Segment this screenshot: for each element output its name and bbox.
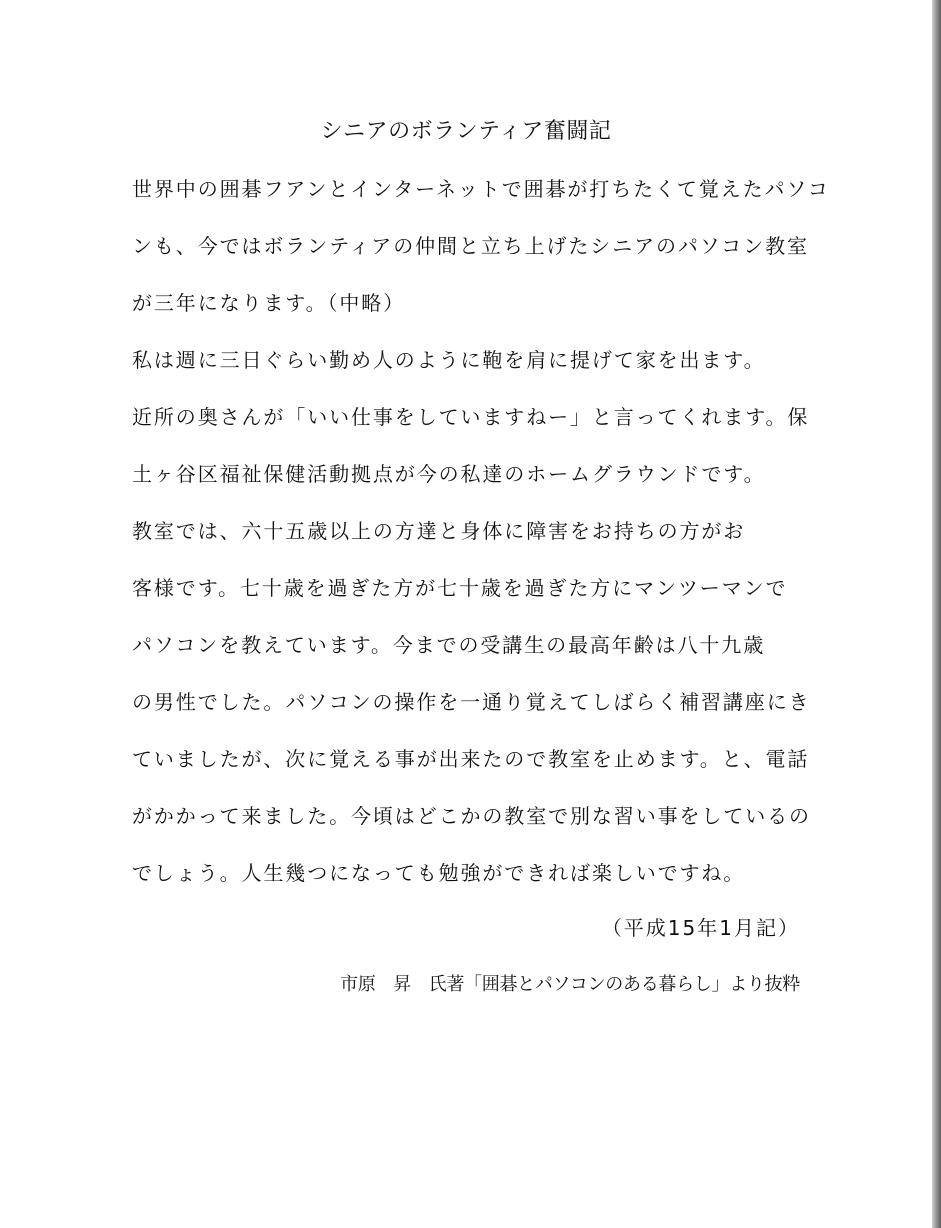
date-note: （平成15年1月記） [601,916,800,940]
body-line: 客様です。七十歳を過ぎた方が七十歳を過ぎた方にマンツーマンで [132,576,788,600]
body-line: 近所の奥さんが「いい仕事をしていますねー」と言ってくれます。保 [132,405,810,429]
body-line: パソコンを教えています。今までの受講生の最高年齢は八十九歳 [132,633,766,657]
body-line: ていましたが、次に覚える事が出来たので教室を止めます。と、電話 [132,747,810,771]
page-edge-shadow [932,0,941,1228]
body-line: 世界中の囲碁フアンとインターネットで囲碁が打ちたくて覚えたパソコ [132,177,830,201]
body-line: でしょう。人生幾つになっても勉強ができれば楽しいですね。 [132,861,746,885]
body-line: の男性でした。パソコンの操作を一通り覚えてしばらく補習講座にき [132,690,811,714]
body-line: 土ヶ谷区福祉保健活動拠点が今の私達のホームグラウンドです。 [132,462,766,486]
body-line: がかかって来ました。今頃はどこかの教室で別な習い事をしているの [132,804,811,828]
source-note: 市原 昇 氏著「囲碁とパソコンのある暮らし」より抜粋 [340,974,800,995]
body-line: ンも、今ではボランティアの仲間と立ち上げたシニアのパソコン教室 [132,234,809,258]
body-line: が三年になります。（中略） [132,291,406,315]
document-title: シニアのボランティア奮闘記 [320,119,612,144]
body-line: 教室では、六十五歳以上の方達と身体に障害をお持ちの方がお [132,519,746,543]
body-line: 私は週に三日ぐらい勤め人のように鞄を肩に提げて家を出ます。 [132,348,766,372]
